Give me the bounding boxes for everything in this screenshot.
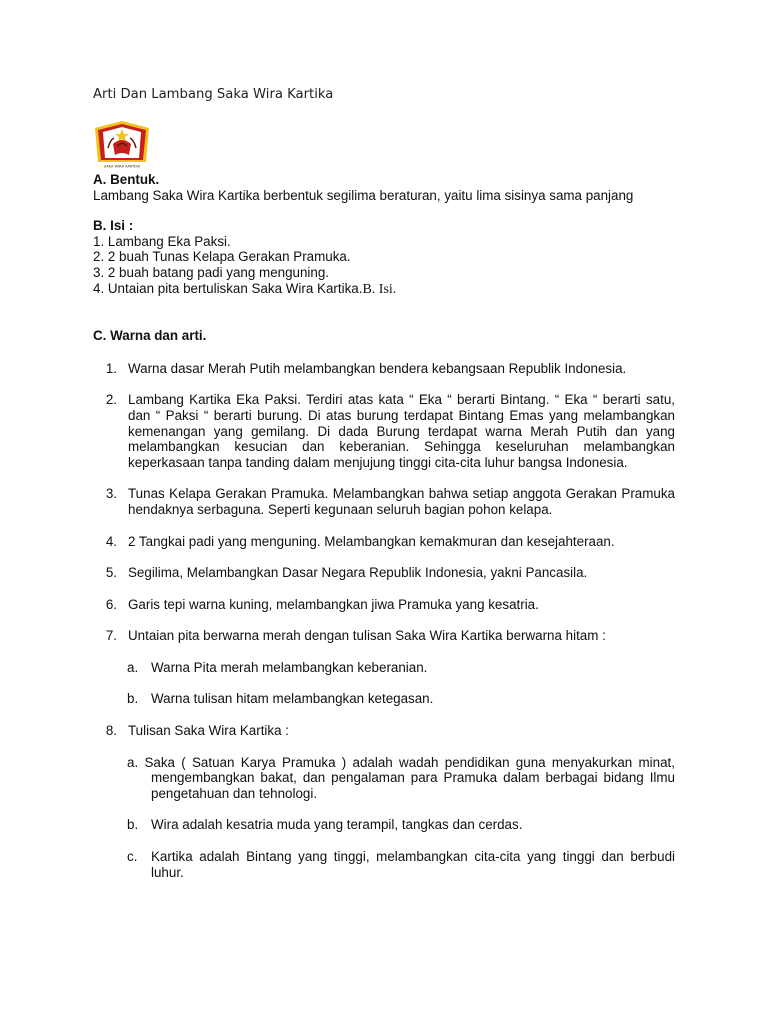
sub-list-item bbox=[93, 755, 675, 802]
list-number: 5. bbox=[105, 565, 117, 581]
svg-text:SAKA WIRA KARTIKA: SAKA WIRA KARTIKA bbox=[103, 164, 141, 169]
sub-list-item-text: Wira adalah kesatria muda yang terampil, tangkas dan cerdas. bbox=[151, 817, 523, 833]
list-item bbox=[93, 392, 675, 470]
sub-list-letter: c. bbox=[127, 849, 138, 865]
sub-list-item bbox=[93, 817, 675, 833]
list-item-text: Lambang Kartika Eka Paksi. Terdiri atas kata “ Eka “ berarti Bintang. “ Eka “ berarti satu, dan “ Paksi “ berarti burung. Di atas burung terdapat Bintang Emas yang melambangkan kemenangan yang gemilang. Di dada Burung terdapat warna Merah Putih dan yang melambangkan kesucian dan keberanian. Sehingga keseluruhan melambangkan keperkasaan tanpa tanding dalam menjujung tinggi cita-cita luhur bangsa Indonesia. bbox=[128, 392, 675, 470]
sub-list-item-text: Warna Pita merah melambangkan keberanian. bbox=[151, 659, 428, 675]
section-c-heading: C. Warna dan arti. bbox=[93, 328, 207, 344]
list-item-text: 4. Untaian pita bertuliskan Saka Wira Kartika. bbox=[93, 280, 363, 296]
sub-list-item bbox=[93, 660, 675, 676]
sub-list-item bbox=[93, 691, 675, 707]
list-item bbox=[93, 361, 675, 377]
list-item bbox=[93, 723, 675, 739]
list-item-text: Segilima, Melambangkan Dasar Negara Republik Indonesia, yakni Pancasila. bbox=[128, 565, 588, 581]
list-number: 3. bbox=[105, 486, 117, 502]
list-number: 6. bbox=[105, 596, 117, 612]
list-item-text: Tunas Kelapa Gerakan Pramuka. Melambangkan bahwa setiap anggota Gerakan Pramuka hendaknya serbaguna. Seperti kegunaan seluruh bagian pohon kelapa. bbox=[128, 486, 675, 517]
list-item: 1. Lambang Eka Paksi. bbox=[93, 233, 231, 249]
list-number: 1. bbox=[105, 360, 117, 376]
list-item: 3. 2 buah batang padi yang menguning. bbox=[93, 264, 330, 280]
list-number: 2. bbox=[105, 392, 117, 408]
sub-list-item bbox=[93, 849, 675, 880]
sub-list-letter: b. bbox=[127, 817, 139, 833]
list-item bbox=[93, 486, 675, 517]
list-item bbox=[93, 281, 675, 298]
list-item bbox=[93, 534, 675, 550]
list-number: 8. bbox=[105, 723, 117, 739]
sub-list-item-text: Saka ( Satuan Karya Pramuka ) adalah wadah pendidikan guna menyakurkan minat, mengembangkan bakat, dan pengalaman para Pramuka dalam berbagai bidang Ilmu pengetahuan dan tehnologi. bbox=[144, 754, 675, 801]
stray-heading-text: B. Isi. bbox=[362, 281, 397, 297]
list-item-text: 2 Tangkai padi yang menguning. Melambangkan kemakmuran dan kesejahteraan. bbox=[128, 533, 615, 549]
sub-list-letter: a. bbox=[127, 754, 139, 770]
sub-list-letter: b. bbox=[127, 691, 139, 707]
list-item-text: Warna dasar Merah Putih melambangkan bendera kebangsaan Republik Indonesia. bbox=[128, 360, 627, 376]
saka-wira-kartika-logo bbox=[93, 118, 151, 170]
document-body bbox=[93, 172, 675, 880]
list-item bbox=[93, 628, 675, 644]
list-item-text: Untaian pita berwarna merah dengan tulisan Saka Wira Kartika berwarna hitam : bbox=[128, 628, 606, 644]
sub-list-letter: a. bbox=[127, 659, 139, 675]
section-b-heading: B. Isi : bbox=[93, 218, 134, 234]
list-item bbox=[93, 597, 675, 613]
list-number: 7. bbox=[105, 628, 117, 644]
list-item-text: Tulisan Saka Wira Kartika : bbox=[128, 723, 289, 739]
document-title: Arti Dan Lambang Saka Wira Kartika bbox=[93, 87, 334, 102]
sub-list-item-text: Kartika adalah Bintang yang tinggi, melambangkan cita-cita yang tinggi dan berbudi luhur. bbox=[151, 849, 675, 880]
list-item: 2. 2 buah Tunas Kelapa Gerakan Pramuka. bbox=[93, 249, 351, 265]
sub-list-item-text: Warna tulisan hitam melambangkan ketegasan. bbox=[151, 691, 434, 707]
list-item-text: Garis tepi warna kuning, melambangkan jiwa Pramuka yang kesatria. bbox=[128, 596, 539, 612]
list-item bbox=[93, 565, 675, 581]
section-a-heading: A. Bentuk. bbox=[93, 172, 160, 187]
section-a-text: Lambang Saka Wira Kartika berbentuk segilima beraturan, yaitu lima sisinya sama panjang bbox=[93, 187, 634, 203]
list-number: 4. bbox=[105, 533, 117, 549]
